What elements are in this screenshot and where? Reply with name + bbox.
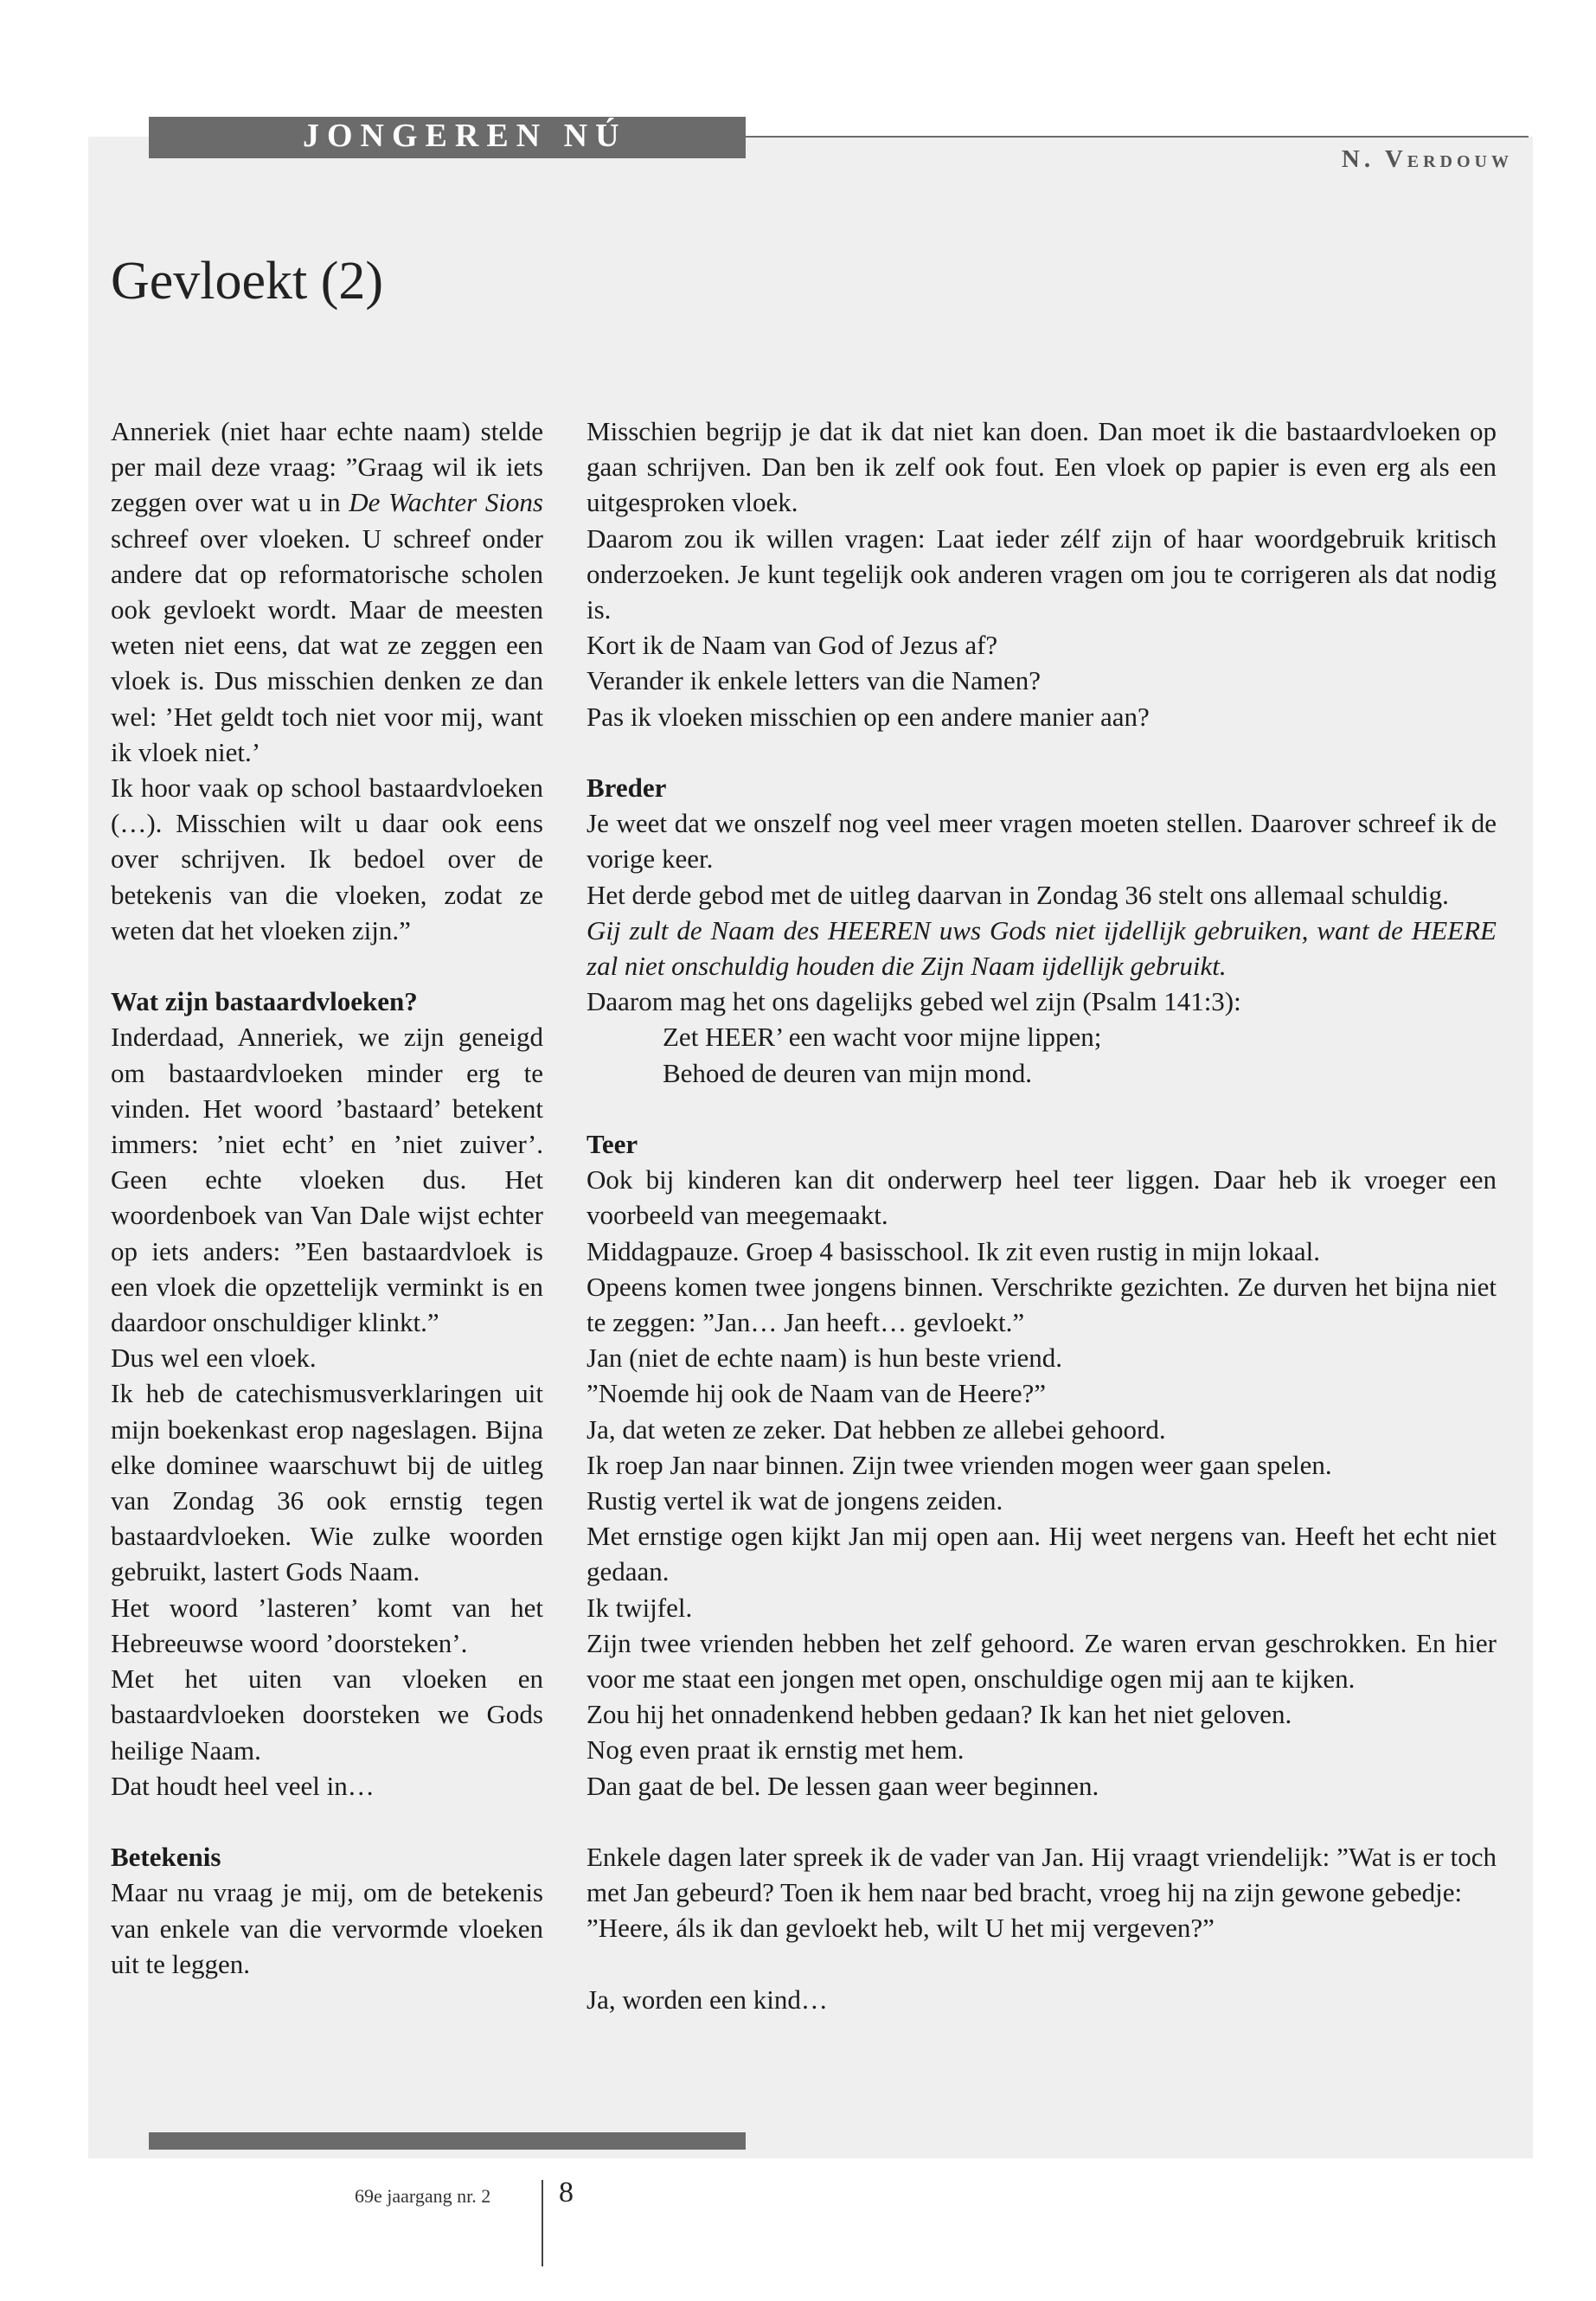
author-name: N. Verdouw: [1341, 145, 1513, 173]
left-column: [111, 413, 543, 1982]
paragraph: [111, 413, 543, 770]
paragraph: Rustig vertel ik wat de jongens zeiden.: [586, 1485, 1003, 1516]
subheading: Breder: [586, 772, 667, 804]
paragraph: Ja, worden een kind…: [586, 1984, 828, 2015]
paragraph: Enkele dagen later spreek ik de vader van Jan. Hij vraagt vriendelijk: ”Wat is er toch met Jan gebeurd? Toen ik hem naar bed bracht, vroeg hij na zijn gewone gebedje:: [586, 1842, 1497, 1908]
footer-divider: [542, 2180, 543, 2266]
publication-name: De Wachter Sions: [349, 487, 543, 518]
paragraph: Ik heb de catechismusverklaringen uit mijn boekenkast erop nageslagen. Bijna elke dominee waarschuwt bij de uitleg van Zondag 36 ook ernstig tegen bastaardvloeken. Wie zulke woorden gebruikt, lastert Gods Naam.: [111, 1378, 543, 1587]
paragraph: Kort ik de Naam van God of Jezus af?: [586, 630, 998, 661]
paragraph: Pas ik vloeken misschien op een andere manier aan?: [586, 701, 1150, 732]
page-number: 8: [559, 2176, 574, 2208]
right-column: [586, 413, 1497, 2017]
psalm-verse-line: Behoed de deuren van mijn mond.: [663, 1057, 1033, 1088]
subheading: Wat zijn bastaardvloeken?: [111, 986, 418, 1017]
paragraph: Maar nu vraag je mij, om de betekenis van enkele van die vervormde vloeken uit te leggen.: [111, 1877, 543, 1979]
paragraph: Verander ik enkele letters van die Namen?: [586, 665, 1042, 696]
paragraph: Dat houdt heel veel in…: [111, 1770, 375, 1801]
paragraph: Jan (niet de echte naam) is hun beste vriend.: [586, 1343, 1063, 1374]
paragraph: Ik twijfel.: [586, 1592, 693, 1623]
paragraph: ”Heere, áls ik dan gevloekt heb, wilt U het mij vergeven?”: [586, 1913, 1215, 1944]
paragraph: Dan gaat de bel. De lessen gaan weer beginnen.: [586, 1770, 1099, 1801]
paragraph: Opeens komen twee jongens binnen. Verschrikte gezichten. Ze durven het bijna niet te zeggen: ”Jan… Jan heeft… gevloekt.”: [586, 1271, 1497, 1338]
scripture-quote: Gij zult de Naam des HEEREN uws Gods niet ijdellijk gebruiken, want de HEERE zal niet onschuldig houden die Zijn Naam ijdellijk gebruikt.: [586, 914, 1497, 982]
psalm-verse-line: Zet HEER’ een wacht voor mijne lippen;: [663, 1022, 1102, 1053]
paragraph: Misschien begrijp je dat ik dat niet kan doen. Dan moet ik die bastaardvloeken op gaan schrijven. Dan ben ik zelf ook fout. Een vloek op papier is even erg als een uitgesproken vloek.: [586, 416, 1497, 518]
paragraph: Het derde gebod met de uitleg daarvan in Zondag 36 stelt ons allemaal schuldig.: [586, 879, 1449, 910]
paragraph: Ook bij kinderen kan dit onderwerp heel teer liggen. Daar heb ik vroeger een voorbeeld van meegemaakt.: [586, 1164, 1497, 1231]
subheading: Teer: [586, 1129, 638, 1160]
section-title: JONGEREN NÚ: [303, 118, 627, 154]
volume-info: 69e jaargang nr. 2: [355, 2185, 491, 2207]
paragraph: Het woord ’lasteren’ komt van het Hebreeuwse woord ’doorsteken’.: [111, 1592, 543, 1658]
paragraph: Middagpauze. Groep 4 basisschool. Ik zit even rustig in mijn lokaal.: [586, 1235, 1321, 1266]
paragraph: Met ernstige ogen kijkt Jan mij open aan. Hij weet nergens van. Heeft het echt niet gedaan.: [586, 1521, 1497, 1587]
text-span: schreef over vloeken. U schreef onder andere dat op reformatorische scholen ook gevloekt wordt. Maar de meesten weten niet eens, dat wat ze zeggen een vloek is. Dus misschien denken ze dan wel: ’Het geldt toch niet voor mij, want ik vloek niet.’: [111, 522, 543, 767]
paragraph: Met het uiten van vloeken en bastaardvloeken doorsteken we Gods heilige Naam.: [111, 1663, 543, 1766]
paragraph: Dus wel een vloek.: [111, 1343, 317, 1374]
paragraph: Daarom zou ik willen vragen: Laat ieder zélf zijn of haar woordgebruik kritisch onderzoeken. Je kunt tegelijk ook anderen vragen om jou te corrigeren als dat nodig is.: [586, 522, 1497, 625]
paragraph: Zijn twee vrienden hebben het zelf gehoord. Ze waren ervan geschrokken. En hier voor me staat een jongen met open, onschuldige ogen mij aan te kijken.: [586, 1627, 1497, 1695]
paragraph: Ik roep Jan naar binnen. Zijn twee vrienden mogen weer gaan spelen.: [586, 1449, 1332, 1480]
subheading: Betekenis: [111, 1842, 221, 1873]
paragraph: Ik hoor vaak op school bastaardvloeken (…). Misschien wilt u daar ook eens over schrijven. Ik bedoel over de betekenis van die vloeken, zodat ze weten dat het vloeken zijn.”: [111, 772, 543, 945]
header-rule: [746, 136, 1529, 138]
paragraph: ”Noemde hij ook de Naam van de Heere?”: [586, 1378, 1047, 1409]
text-span: Anneriek (niet haar echte naam) stelde per mail deze vraag: ”Graag wil ik iets zeggen over wat u in: [111, 416, 543, 518]
footer-bar: [149, 2132, 746, 2150]
paragraph: Nog even praat ik ernstig met hem.: [586, 1734, 965, 1766]
paragraph: Daarom mag het ons dagelijks gebed wel zijn (Psalm 141:3):: [586, 986, 1241, 1017]
paragraph: Inderdaad, Anneriek, we zijn geneigd om bastaardvloeken minder erg te vinden. Het woord ’bastaard’ betekent immers: ’niet echt’ en ’niet zuiver’. Geen echte vloeken dus. Het woordenboek van Van Dale wijst echter op iets anders: ”Een bastaardvloek is een vloek die opzettelijk verminkt is en daardoor onschuldiger klinkt.”: [111, 1022, 543, 1338]
paragraph: Je weet dat we onszelf nog veel meer vragen moeten stellen. Daarover schreef ik de vorige keer.: [586, 808, 1497, 875]
paragraph: Zou hij het onnadenkend hebben gedaan? Ik kan het niet geloven.: [586, 1699, 1292, 1730]
paragraph: Ja, dat weten ze zeker. Dat hebben ze allebei gehoord.: [586, 1413, 1166, 1445]
article-title: Gevloekt (2): [111, 252, 384, 311]
